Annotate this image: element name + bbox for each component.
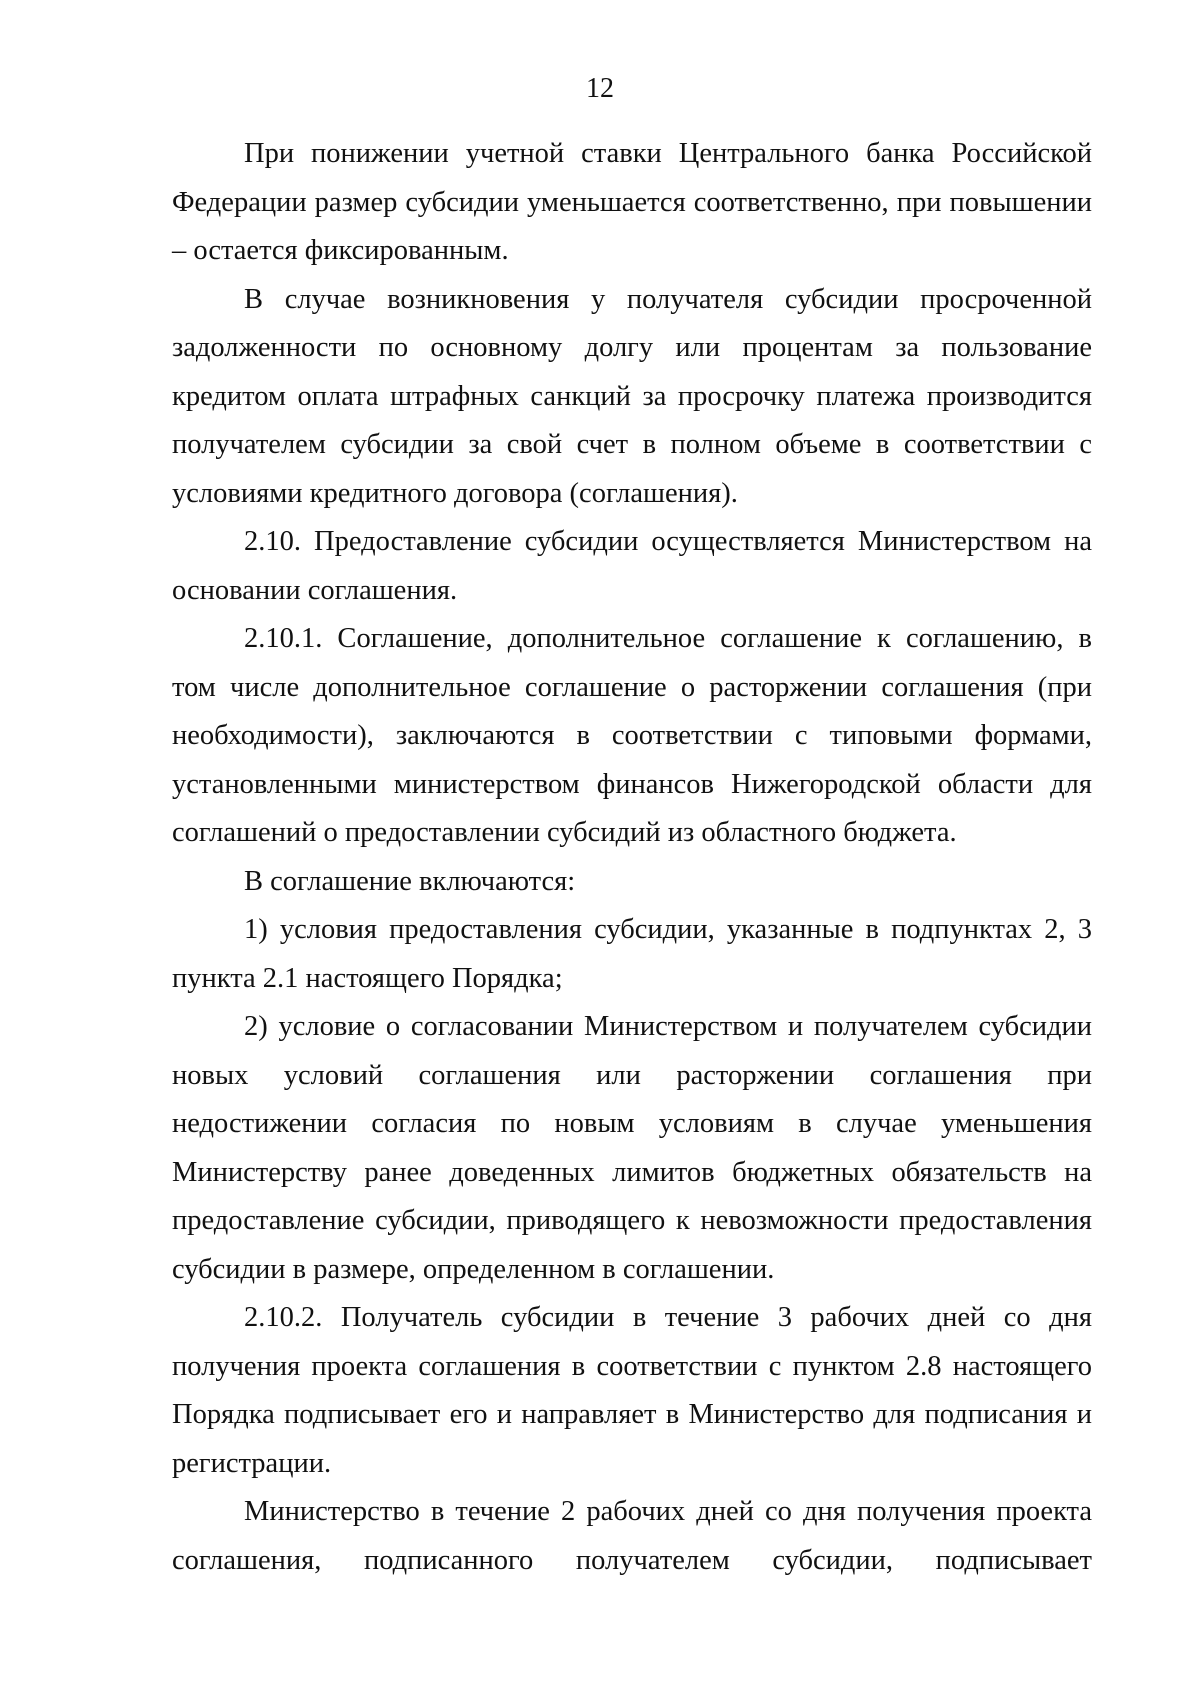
paragraph-item-2: 2) условие о согласовании Министерством и получателем субсидии новых условий соглашения или расторжении соглашения при недостижении согласия по новым условиям в случае уменьшения Министерству ранее доведенных лимитов бюджетных обязательств на предоставление субсидии, приводящего к невозможности предоставления субсидии в размере, определенном в соглашении.	[172, 1011, 1092, 1285]
paragraph-overdue-debt: В случае возникновения у получателя субсидии просроченной задолженности по основному долгу или процентам за пользование кредитом оплата штрафных санкций за просрочку платежа производится получателем субсидии за свой счет в полном объеме в соответствии с условиями кредитного договора (соглашения).	[172, 283, 1092, 509]
paragraph-2-10-2: 2.10.2. Получатель субсидии в течение 3 рабочих дней со дня получения проекта соглашения в соответствии с пунктом 2.8 настоящего Порядка подписывает его и направляет в Министерство для подписания и регистрации.	[172, 1302, 1092, 1479]
paragraph-ministry-signing: Министерство в течение 2 рабочих дней со дня получения проекта соглашения, подписанного получателем субсидии, подписывает	[172, 1496, 1092, 1576]
paragraph-item-1: 1) условия предоставления субсидии, указанные в подпунктах 2, 3 пункта 2.1 настоящего Порядка;	[172, 914, 1092, 994]
document-body	[172, 130, 1092, 1585]
paragraph-2-10-1: 2.10.1. Соглашение, дополнительное соглашение к соглашению, в том числе дополнительное соглашение о расторжении соглашения (при необходимости), заключаются в соответствии с типовыми формами, установленными министерством финансов Нижегородской области для соглашений о предоставлении субсидий из областного бюджета.	[172, 623, 1092, 848]
page-number: 12	[586, 73, 614, 104]
paragraph-discount-rate: При понижении учетной ставки Центрального банка Российской Федерации размер субсидии уменьшается соответственно, при повышении – остается фиксированным.	[172, 138, 1092, 266]
paragraph-agreement-includes: В соглашение включаются:	[244, 865, 576, 897]
paragraph-2-10: 2.10. Предоставление субсидии осуществляется Министерством на основании соглашения.	[172, 526, 1092, 606]
